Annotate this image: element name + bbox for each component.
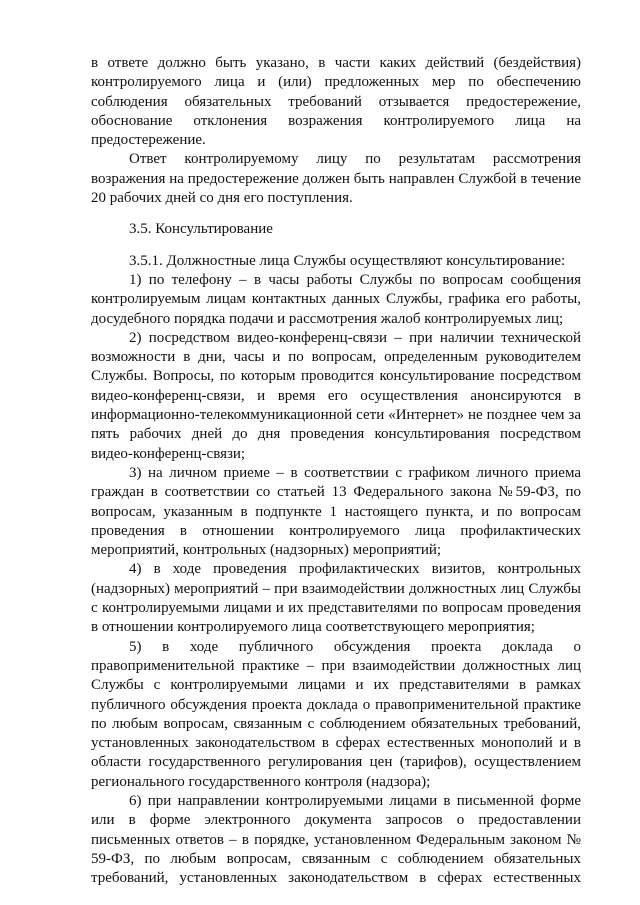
section-heading-consulting: 3.5. Консультирование <box>129 221 273 238</box>
list-item-public-discussion: 5) в ходе публичного обсуждения проекта доклада о правоприменительной практике – при взаимодействии должностных лиц Службы с контролируемыми лицами и их представителями в рамках публичного обсуждения проекта доклада о правоприменительной практике по любым вопросам, связанным с соблюдением обязательных требований, установленных законодательством в сферах естественных монополий и в области государственного регулирования цен (тарифов), осуществлением регионального государственного контроля (надзора); <box>91 638 581 790</box>
list-item-written-requests: 6) при направлении контролируемыми лицами в письменной форме или в форме электронного документа запросов о предоставлении письменных ответов – в порядке, установленном Федеральным законом № 59-ФЗ, по любым вопросам, связанным с соблюдением обязательных требований, установленных законодательством в сферах естественных <box>91 792 581 887</box>
list-item-phone: 1) по телефону – в часы работы Службы по вопросам сообщения контролируемым лицам контактных данных Службы, графика его работы, досудебного порядка подачи и рассмотрения жалоб контролируемых лиц; <box>91 271 581 327</box>
list-item-preventive-visits: 4) в ходе проведения профилактических визитов, контрольных (надзорных) мероприятий – при взаимодействии должностных лиц Службы с контролируемыми лицами и их представителями по вопросам проведения в отношении контролируемого лица соответствующего мероприятия; <box>91 561 581 636</box>
paragraph-intro: в ответе должно быть указано, в части каких действий (бездействия) контролируемого лица и (или) предложенных мер по обеспечению соблюдения обязательных требований отзывается предостережение, обоснование отклонения возражения контролируемого лица на предостережение. <box>91 55 581 149</box>
list-item-video-conference: 2) посредством видео-конференц-связи – при наличии технической возможности в дни, часы и по вопросам, определенным руководителем Службы. Вопросы, по которым проводится консультирование посредством видео-конференц-связи, и время его осуществления анонсируются в информационно-телекоммуникационной сети «Интернет» не позднее чем за пять рабочих дней до дня проведения консультирования посредством видео-конференц-связи; <box>91 329 581 462</box>
list-item-personal-reception: 3) на личном приеме – в соответствии с графиком личного приема граждан в соответствии со статьей 13 Федерального закона №59-ФЗ, по вопросам, указанным в подпункте 1 настоящего пункта, и по вопросам проведения в отношении контролируемого лица профилактических мероприятий, контрольных (надзорных) мероприятий; <box>91 464 581 559</box>
paragraph-answer-deadline: Ответ контролируемому лицу по результатам рассмотрения возражения на предостережение должен быть направлен Службой в течение 20 рабочих дней со дня его поступления. <box>91 151 581 207</box>
document-page <box>91 54 581 888</box>
clause-3-5-1: 3.5.1. Должностные лица Службы осуществляют консультирование: <box>129 252 566 269</box>
